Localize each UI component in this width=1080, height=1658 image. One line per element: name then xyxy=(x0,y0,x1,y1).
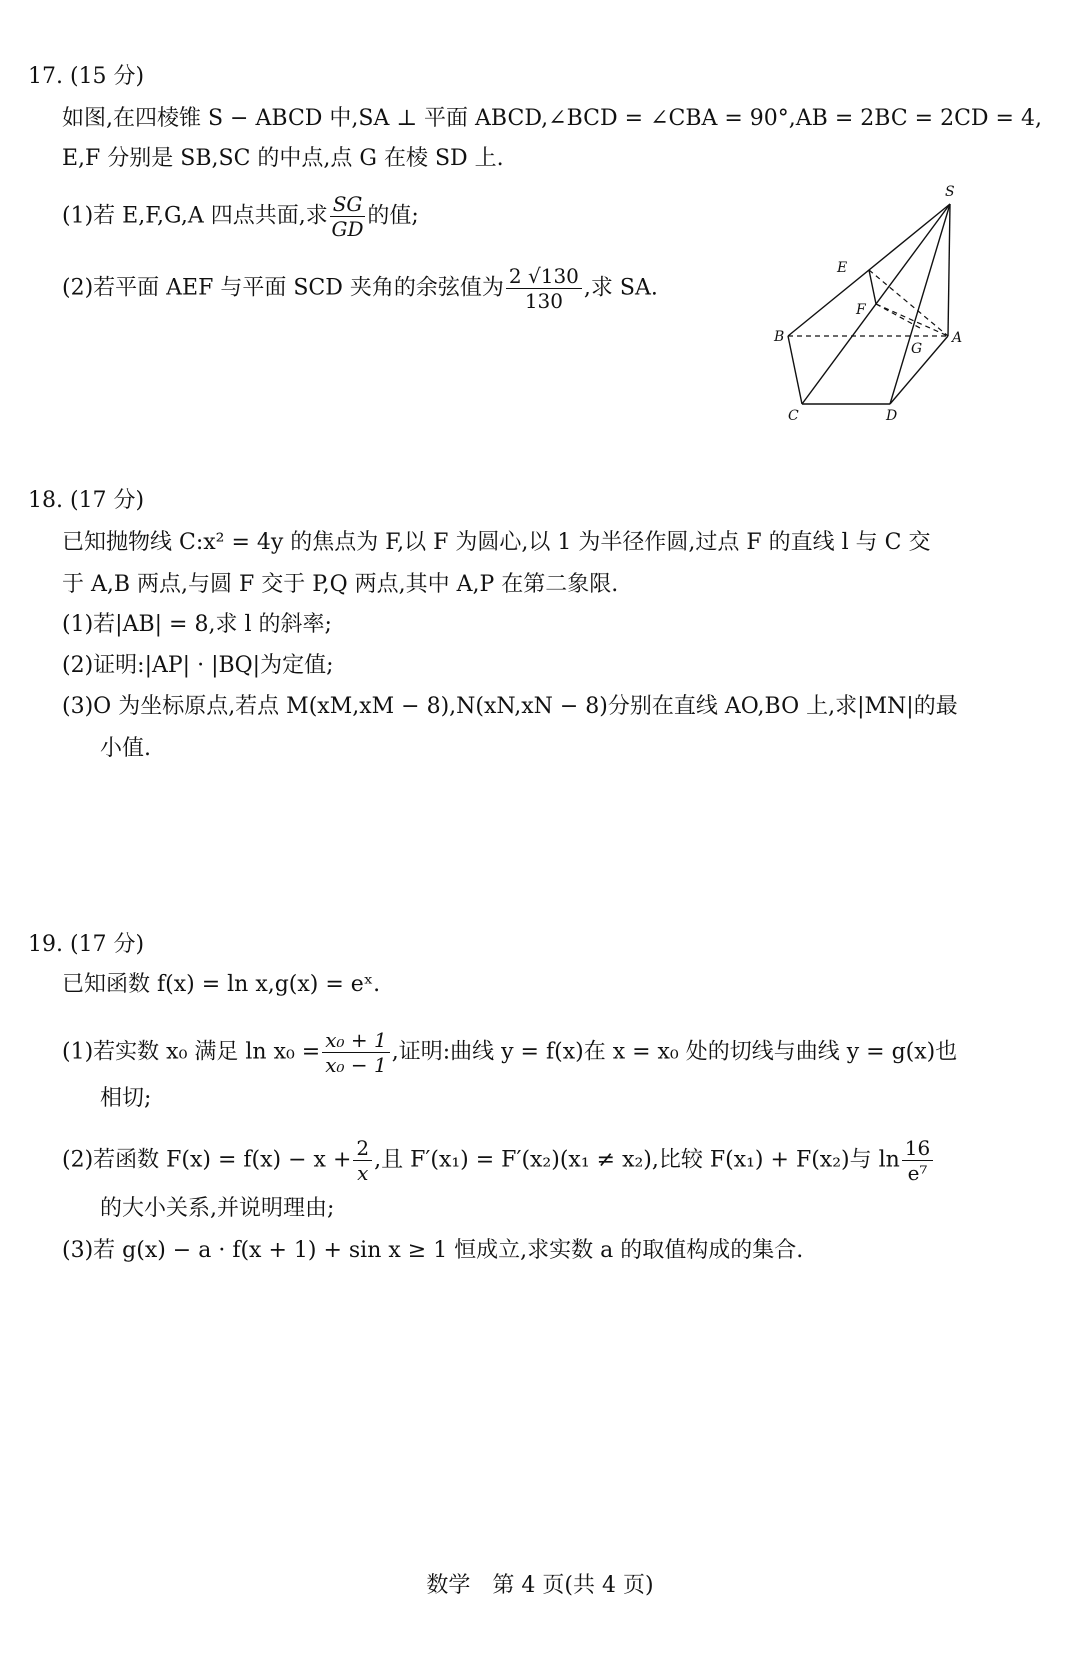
q19-heading: 19. (17 分) xyxy=(28,932,145,957)
q19-ln-fraction xyxy=(902,1136,933,1185)
q17-stem-line1: 如图,在四棱锥 S − ABCD 中,SA ⊥ 平面 ABCD,∠BCD = ∠CBA = 90°,AB = 2BC = 2CD = 4, xyxy=(62,106,1042,131)
q18-part3: (3)O 为坐标原点,若点 M(xM,xM − 8),N(xN,xN − 8)分别在直线 AO,BO 上,求|MN|的最 xyxy=(62,694,958,719)
q19-part2 xyxy=(62,1136,935,1185)
q17-ratio-fraction xyxy=(330,192,366,241)
q19-part1 xyxy=(62,1028,957,1077)
q17-part1 xyxy=(62,192,419,241)
q19-part2-mid: ,且 F′(x₁) = F′(x₂)(x₁ ≠ x₂),比较 F(x₁) + F(x₂)与 ln xyxy=(374,1147,900,1173)
q19-p2-num: 2 xyxy=(353,1136,372,1161)
q17-part1-text: (1)若 E,F,G,A 四点共面,求 xyxy=(62,203,328,229)
q19-part2-text: (2)若函数 F(x) = f(x) − x + xyxy=(62,1147,352,1173)
q19-stem: 已知函数 f(x) = ln x,g(x) = eˣ. xyxy=(62,972,381,997)
q17-part1-tail: 的值; xyxy=(367,203,419,229)
label-E: E xyxy=(837,260,848,276)
q18-heading: 18. (17 分) xyxy=(28,488,145,513)
q17-part2-tail: ,求 SA. xyxy=(583,275,658,301)
q19-ln-den: e⁷ xyxy=(907,1161,928,1185)
q19-part2-cont: 的大小关系,并说明理由; xyxy=(100,1196,335,1221)
q18-stem-line1: 已知抛物线 C:x² = 4y 的焦点为 F,以 F 为圆心,以 1 为半径作圆,过点 F 的直线 l 与 C 交 xyxy=(62,530,931,555)
q17-stem-line2: E,F 分别是 SB,SC 的中点,点 G 在棱 SD 上. xyxy=(62,146,504,171)
edge-SA xyxy=(948,204,950,336)
q17-cos-num: 2 √130 xyxy=(506,264,582,289)
q19-part1-cont: 相切; xyxy=(100,1086,152,1111)
q19-p2-fraction xyxy=(353,1136,372,1185)
q17-cos-den: 130 xyxy=(524,289,563,313)
q19-ln-num: 16 xyxy=(902,1136,933,1161)
q19-p1-num: x₀ + 1 xyxy=(322,1028,390,1053)
q19-part1-text: (1)若实数 x₀ 满足 ln x₀ = xyxy=(62,1039,321,1065)
q18-stem-line2: 于 A,B 两点,与圆 F 交于 P,Q 两点,其中 A,P 在第二象限. xyxy=(62,572,619,597)
label-A: A xyxy=(952,330,963,346)
q18-part2: (2)证明:|AP| · |BQ|为定值; xyxy=(62,653,334,678)
q19-p1-fraction xyxy=(322,1028,390,1077)
q18-part1: (1)若|AB| = 8,求 l 的斜率; xyxy=(62,612,332,637)
edge-SD xyxy=(890,204,950,404)
label-C: C xyxy=(788,408,799,424)
label-G: G xyxy=(911,341,923,357)
label-S: S xyxy=(945,184,955,200)
q17-part2-text: (2)若平面 AEF 与平面 SCD 夹角的余弦值为 xyxy=(62,275,504,301)
page-footer: 数学 第 4 页(共 4 页) xyxy=(426,1573,654,1598)
q17-cos-fraction xyxy=(506,264,582,313)
label-B: B xyxy=(774,329,785,345)
label-D: D xyxy=(886,408,898,424)
segment-EF xyxy=(869,270,876,304)
q18-part3-cont: 小值. xyxy=(100,736,151,761)
edge-BC xyxy=(788,336,802,404)
label-F: F xyxy=(856,302,866,318)
q17-ratio-den: GD xyxy=(331,217,364,241)
q19-p1-den: x₀ − 1 xyxy=(325,1053,387,1077)
q19-part3: (3)若 g(x) − a · f(x + 1) + sin x ≥ 1 恒成立,求实数 a 的取值构成的集合. xyxy=(62,1238,804,1263)
q19-part1-tail: ,证明:曲线 y = f(x)在 x = x₀ 处的切线与曲线 y = g(x)也 xyxy=(391,1039,958,1065)
q17-ratio-num: SG xyxy=(330,192,366,217)
q17-heading: 17. (15 分) xyxy=(28,64,145,89)
pyramid-figure xyxy=(774,180,1020,440)
q19-p2-den: x xyxy=(357,1161,369,1185)
q17-part2 xyxy=(62,264,658,313)
segment-EA-hidden xyxy=(869,270,948,336)
